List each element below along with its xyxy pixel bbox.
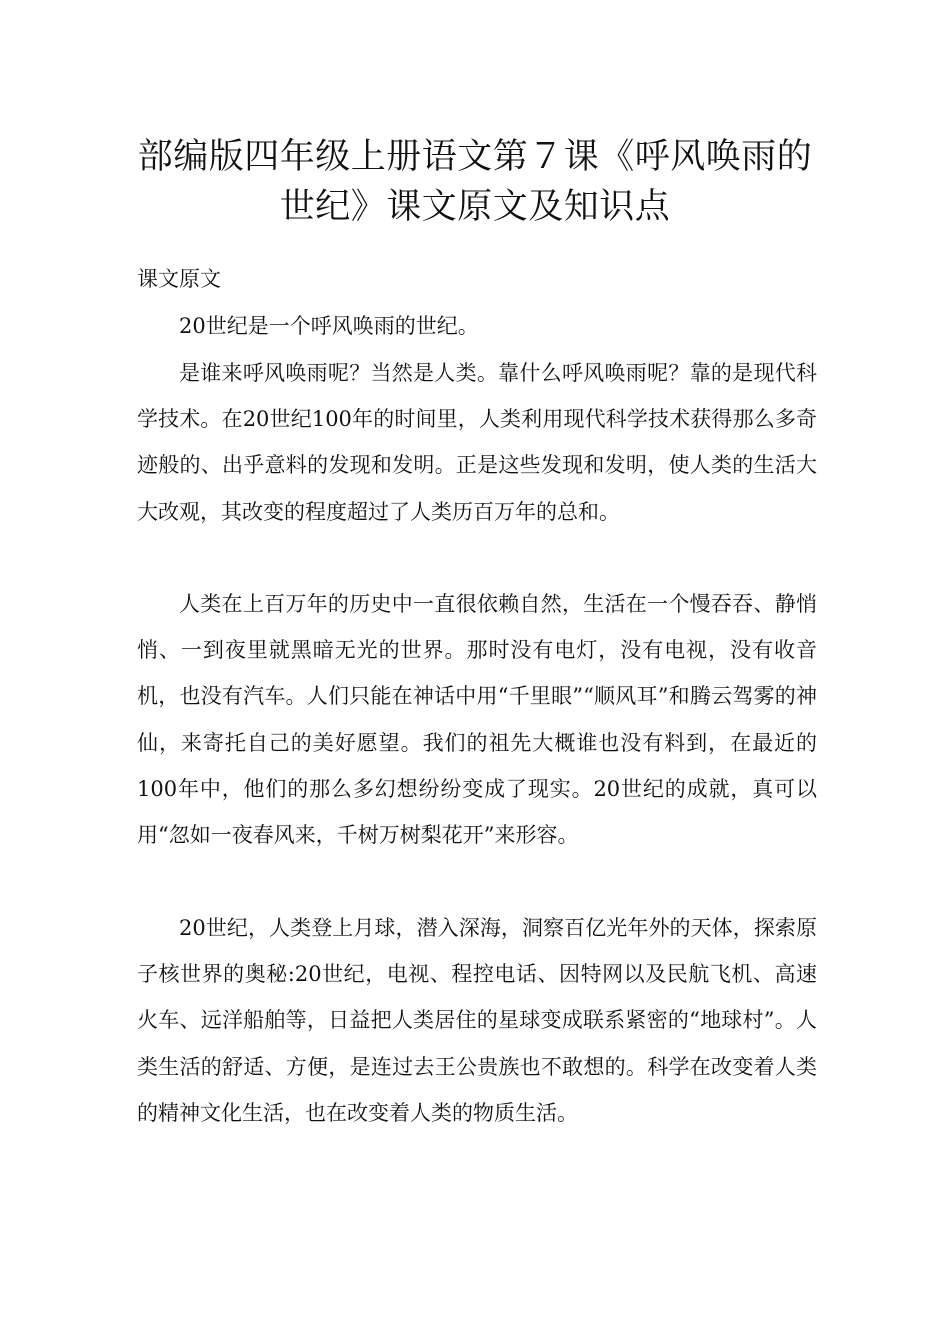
body-paragraph: 是谁来呼风唤雨呢？当然是人类。靠什么呼风唤雨呢？靠的是现代科学技术。在20世纪100年的时间里，人类利用现代科学技术获得那么多奇迹般的、出乎意料的发现和发明。正是这些发现和发明，使人类的生活大大改观，其改变的程度超过了人类历百万年的总和。	[137, 361, 817, 524]
body-paragraph: 人类在上百万年的历史中一直很依赖自然，生活在一个慢吞吞、静悄悄、一到夜里就黑暗无光的世界。那时没有电灯，没有电视，没有收音机，也没有汽车。人们只能在神话中用“千里眼”“顺风耳”和腾云驾雾的神仙，来寄托自己的美好愿望。我们的祖先大概谁也没有料到，在最近的100年中，他们的那么多幻想纷纷变成了现实。20世纪的成就，真可以用“忽如一夜春风来，千树万树梨花开”来形容。	[137, 592, 817, 848]
body-paragraph: 20世纪，人类登上月球，潜入深海，洞察百亿光年外的天体，探索原子核世界的奥秘:20世纪，电视、程控电话、因特网以及民航飞机、高速火车、远洋船舶等，日益把人类居住的星球变成联系紧密的“地球村”。人类生活的舒适、方便，是连过去王公贵族也不敢想的。科学在改变着人类的精神文化生活，也在改变着人类的物质生活。	[137, 916, 817, 1125]
section-heading: 课文原文	[137, 267, 221, 291]
document-title: 部编版四年级上册语文第７课《呼风唤雨的世纪》课文原文及知识点	[137, 137, 813, 227]
body-paragraph: 20世纪是一个呼风唤雨的世纪。	[179, 314, 479, 338]
